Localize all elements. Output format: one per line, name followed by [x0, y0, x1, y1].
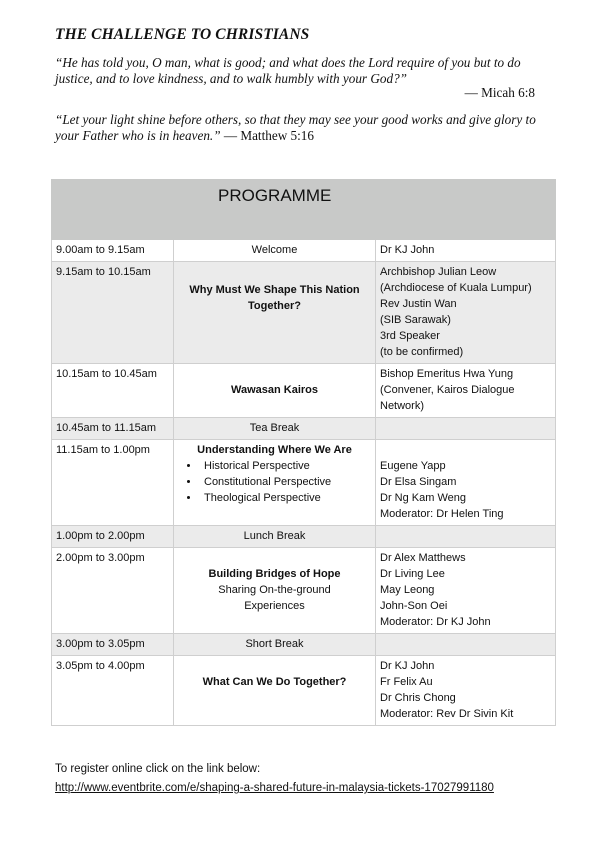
speaker-line: (to be confirmed) — [380, 346, 464, 358]
table-row — [52, 634, 556, 656]
perspectives-list — [178, 458, 371, 506]
table-row — [52, 548, 556, 634]
speakers-cell — [376, 364, 556, 418]
speaker-line: Fr Felix Au — [380, 676, 433, 688]
registration-link[interactable]: http://www.eventbrite.com/e/shaping-a-shared-future-in-malaysia-tickets-17027991180 — [55, 782, 494, 794]
session-cell: Short Break — [174, 634, 376, 656]
speaker-line: Dr Elsa Singam — [380, 476, 457, 488]
speaker-line: Dr Chris Chong — [380, 692, 456, 704]
quote-matthew — [55, 112, 539, 144]
list-item: • Theological Perspective — [200, 490, 371, 506]
quote-matthew-reference: — Matthew 5:16 — [223, 128, 314, 143]
table-row — [52, 262, 556, 364]
session-cell: Tea Break — [174, 418, 376, 440]
table-row — [52, 240, 556, 262]
session-cell — [174, 548, 376, 634]
speaker-line: Network) — [380, 400, 425, 412]
programme-title: PROGRAMME — [174, 180, 556, 240]
session-cell: Welcome — [174, 240, 376, 262]
speakers-cell — [376, 262, 556, 364]
speaker-line: Dr Alex Matthews — [380, 552, 466, 564]
table-row — [52, 526, 556, 548]
speaker-line: Eugene Yapp — [380, 460, 446, 472]
speaker-line: 3rd Speaker — [380, 330, 440, 342]
speaker-line: Archbishop Julian Leow — [380, 266, 497, 278]
speaker-line: (Convener, Kairos Dialogue — [380, 384, 515, 396]
table-row — [52, 440, 556, 526]
table-row — [52, 656, 556, 726]
programme-header-row — [52, 180, 556, 240]
page-heading: THE CHALLENGE TO CHRISTIANS — [55, 26, 310, 43]
programme-table — [51, 179, 556, 726]
session-subtitle: Sharing On-the-ground Experiences — [218, 584, 331, 612]
speaker-line: Dr Ng Kam Weng — [380, 492, 466, 504]
table-row — [52, 364, 556, 418]
speaker-line: Moderator: Dr Helen Ting — [380, 508, 504, 520]
session-cell: Wawasan Kairos — [174, 364, 376, 418]
speaker-line: May Leong — [380, 584, 435, 596]
quote-matthew-text: “Let your light shine before others, so that they may see your good works and give glory to your Father who is in heaven.” — [55, 112, 536, 143]
session-cell: Lunch Break — [174, 526, 376, 548]
time-cell: 9.00am to 9.15am — [52, 240, 174, 262]
quote-micah: “He has told you, O man, what is good; and what does the Lord require of you but to do justice, and to love kindness, and to walk humbly with your God?” — [55, 55, 521, 86]
session-cell: Why Must We Shape This Nation Together? — [174, 262, 376, 364]
speaker-line: Dr KJ John — [380, 660, 435, 672]
speakers-cell — [376, 440, 556, 526]
time-cell: 10.45am to 11.15am — [52, 418, 174, 440]
time-cell: 11.15am to 1.00pm — [52, 440, 174, 526]
session-cell — [174, 440, 376, 526]
time-cell: 3.00pm to 3.05pm — [52, 634, 174, 656]
session-title: Understanding Where We Are — [197, 444, 352, 456]
speaker-line: Dr Living Lee — [380, 568, 445, 580]
time-cell: 3.05pm to 4.00pm — [52, 656, 174, 726]
speaker-line: Moderator: Dr KJ John — [380, 616, 491, 628]
speakers-cell — [376, 548, 556, 634]
table-row — [52, 418, 556, 440]
speakers-cell — [376, 634, 556, 656]
registration-text: To register online click on the link below: — [55, 763, 261, 775]
speakers-cell — [376, 526, 556, 548]
speaker-line: Rev Justin Wan — [380, 298, 457, 310]
speakers-cell — [376, 418, 556, 440]
speaker-line: (SIB Sarawak) — [380, 314, 451, 326]
speakers-cell: Dr KJ John — [376, 240, 556, 262]
session-cell: What Can We Do Together? — [174, 656, 376, 726]
speaker-line: John-Son Oei — [380, 600, 448, 612]
list-item: • Constitutional Perspective — [200, 474, 371, 490]
time-cell: 10.15am to 10.45am — [52, 364, 174, 418]
time-cell: 1.00pm to 2.00pm — [52, 526, 174, 548]
speakers-cell — [376, 656, 556, 726]
time-cell: 9.15am to 10.15am — [52, 262, 174, 364]
header-cell-time — [52, 180, 174, 240]
speaker-line: Moderator: Rev Dr Sivin Kit — [380, 708, 514, 720]
time-cell: 2.00pm to 3.00pm — [52, 548, 174, 634]
speaker-line: Bishop Emeritus Hwa Yung — [380, 368, 514, 380]
quote-micah-reference: — Micah 6:8 — [464, 85, 535, 100]
session-title: Building Bridges of Hope — [208, 568, 341, 580]
speaker-line: (Archdiocese of Kuala Lumpur) — [380, 282, 532, 294]
list-item: • Historical Perspective — [200, 458, 371, 474]
